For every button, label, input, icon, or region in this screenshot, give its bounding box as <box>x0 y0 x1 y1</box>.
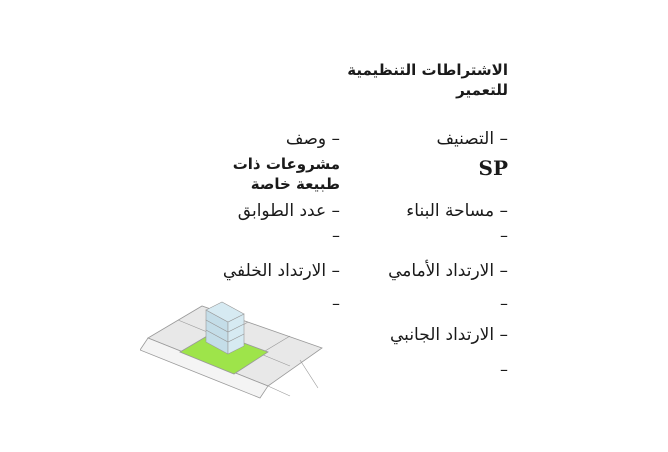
rear-setback-value: – <box>332 294 340 313</box>
site-plan-diagram <box>140 296 340 406</box>
building-area-value: – <box>500 226 508 245</box>
description-value-line2: طبيعة خاصة <box>250 175 340 193</box>
classification-value: SP <box>478 156 508 180</box>
front-setback-value: – <box>500 294 508 313</box>
page-title-line2: للتعمير <box>456 81 508 99</box>
floors-value: – <box>332 226 340 245</box>
description-value-line1: مشروعات ذات <box>232 155 340 173</box>
front-setback-label: – الارتداد الأمامي <box>388 261 508 281</box>
page-title-line1: الاشتراطات التنظيمية <box>347 61 508 79</box>
side-setback-value: – <box>500 360 508 379</box>
rear-setback-label: – الارتداد الخلفي <box>222 261 340 281</box>
side-setback-label: – الارتداد الجانبي <box>390 325 508 345</box>
building-area-label: – مساحة البناء <box>406 201 508 221</box>
description-value <box>233 154 340 194</box>
page-title <box>347 60 508 100</box>
floors-label: – عدد الطوابق <box>237 201 340 221</box>
parcel-divider <box>268 386 290 396</box>
classification-label: – التصنيف <box>436 129 508 149</box>
parcel-divider <box>300 360 318 388</box>
description-label: – وصف <box>285 129 340 149</box>
